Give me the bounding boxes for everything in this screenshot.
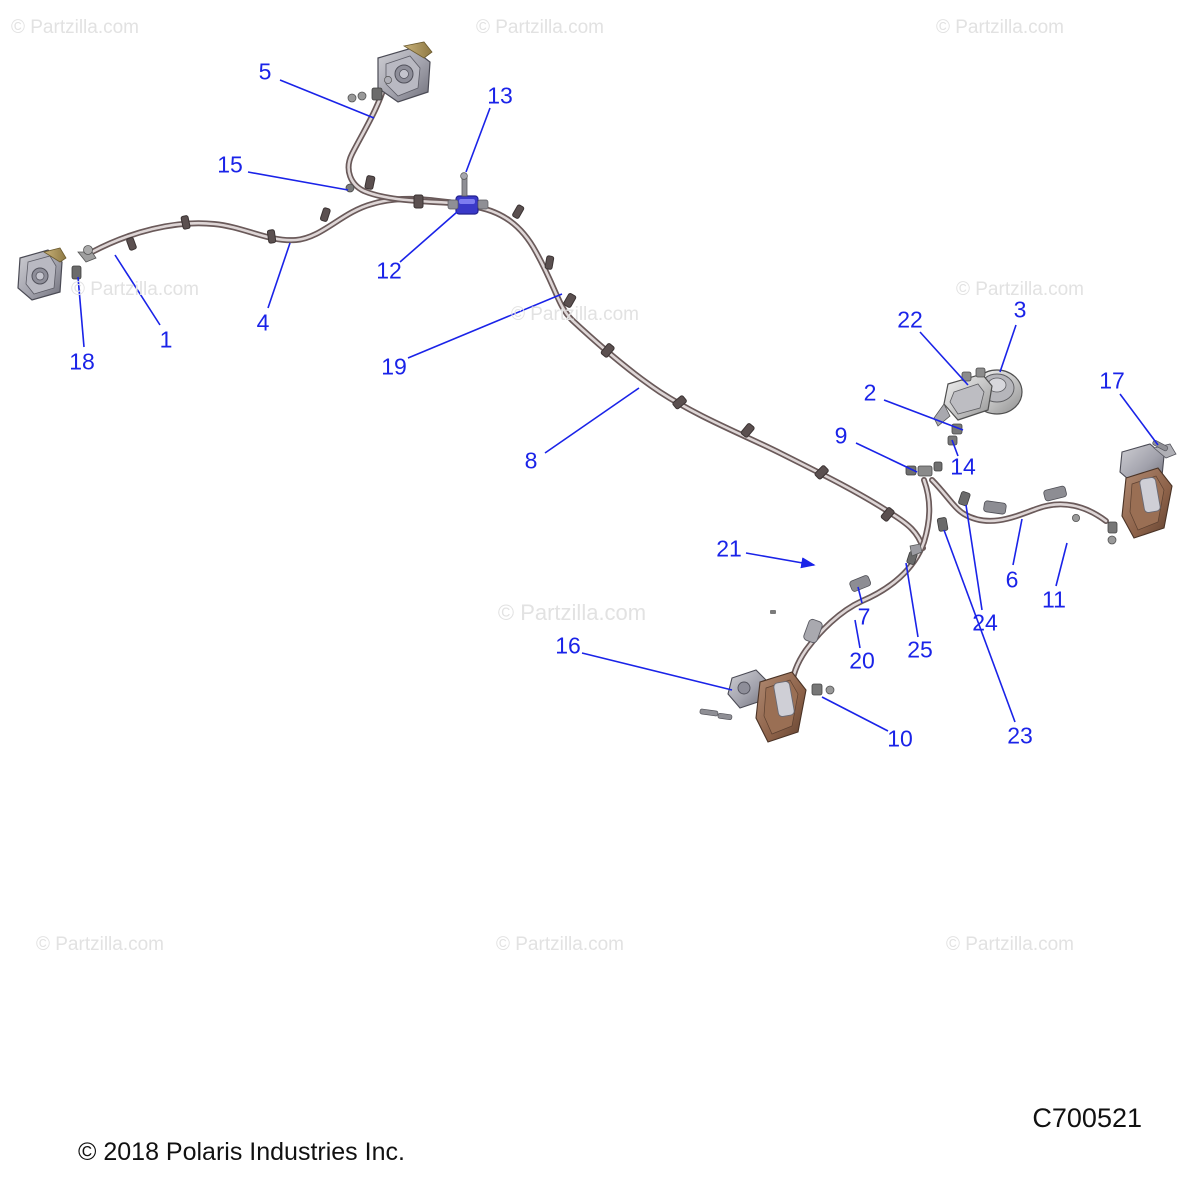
mount-bolt xyxy=(718,713,733,720)
watermark: © Partzilla.com xyxy=(10,17,140,38)
hose-clamp xyxy=(983,501,1006,515)
callout-14[interactable]: 14 xyxy=(950,453,976,480)
callout-25[interactable]: 25 xyxy=(907,636,933,663)
watermark: © Partzilla.com xyxy=(35,934,165,955)
line-clip xyxy=(181,215,191,229)
front-left-brake-line-highlight xyxy=(92,199,455,252)
copyright-notice: © 2018 Polaris Industries Inc. xyxy=(78,1138,405,1166)
callout-20[interactable]: 20 xyxy=(849,647,875,674)
watermark: © Partzilla.com xyxy=(945,934,1075,955)
line-clip xyxy=(320,207,331,222)
watermark: © Partzilla.com xyxy=(70,279,200,300)
watermark: © Partzilla.com xyxy=(495,934,625,955)
callout-18[interactable]: 18 xyxy=(69,348,95,375)
watermark: © Partzilla.com xyxy=(935,17,1065,38)
front-right-caliper xyxy=(348,42,432,102)
tee-fitting xyxy=(918,466,932,476)
line-clip xyxy=(365,175,376,189)
callout-3[interactable]: 3 xyxy=(1013,296,1027,323)
callout-16[interactable]: 16 xyxy=(555,632,581,659)
watermark: © Partzilla.com xyxy=(510,304,640,325)
banjo-bolt xyxy=(372,88,382,100)
inline-hose-fitting xyxy=(803,618,824,643)
rear-left-caliper xyxy=(700,575,872,742)
line-clip xyxy=(512,204,525,219)
master-cylinder-bolt xyxy=(976,368,985,377)
callout-13[interactable]: 13 xyxy=(487,82,513,109)
callout-12[interactable]: 12 xyxy=(376,257,402,284)
drawing-number: C700521 xyxy=(1032,1103,1142,1133)
callout-23[interactable]: 23 xyxy=(1007,722,1033,749)
callout-5[interactable]: 5 xyxy=(258,58,272,85)
rear-right-caliper xyxy=(983,440,1176,544)
banjo-bolt xyxy=(812,684,822,695)
small-clip xyxy=(770,610,776,614)
line-clip xyxy=(545,256,554,270)
callout-24[interactable]: 24 xyxy=(972,609,998,636)
callout-7[interactable]: 7 xyxy=(857,603,871,630)
hose-clamp xyxy=(1043,485,1067,501)
line-clip xyxy=(126,237,137,251)
line-clip xyxy=(267,230,276,244)
front-left-brake-line xyxy=(92,199,455,252)
watermark: © Partzilla.com xyxy=(955,279,1085,300)
callout-6[interactable]: 6 xyxy=(1005,566,1019,593)
callout-17[interactable]: 17 xyxy=(1099,367,1125,394)
callout-9[interactable]: 9 xyxy=(834,422,848,449)
callout-1[interactable]: 1 xyxy=(159,326,173,353)
brake-line-junction-block xyxy=(448,173,488,214)
callout-8[interactable]: 8 xyxy=(524,447,538,474)
watermark: © Partzilla.com xyxy=(475,17,605,38)
main-rear-brake-line-highlight xyxy=(470,206,923,548)
banjo-bolt xyxy=(72,266,81,279)
callout-22[interactable]: 22 xyxy=(897,306,923,333)
watermark: © Partzilla.com xyxy=(497,600,647,625)
junction-stud xyxy=(462,178,467,196)
callout-10[interactable]: 10 xyxy=(887,725,913,752)
banjo-bolt xyxy=(1108,522,1117,533)
line-clip xyxy=(414,195,423,208)
line-clamp xyxy=(937,517,948,531)
callout-15[interactable]: 15 xyxy=(217,151,243,178)
callout-11[interactable]: 11 xyxy=(1042,586,1066,613)
line-clamp xyxy=(958,491,971,506)
callout-2[interactable]: 2 xyxy=(863,379,877,406)
callout-21[interactable]: 21 xyxy=(716,535,742,562)
rear-right-branch-line-highlight xyxy=(932,480,1106,521)
callout-4[interactable]: 4 xyxy=(256,309,270,336)
callout-19[interactable]: 19 xyxy=(381,353,407,380)
fitting-nut xyxy=(934,462,942,471)
inline-hose-fitting xyxy=(346,184,354,192)
mount-bolt xyxy=(700,709,719,716)
hose-clamp xyxy=(849,575,872,593)
